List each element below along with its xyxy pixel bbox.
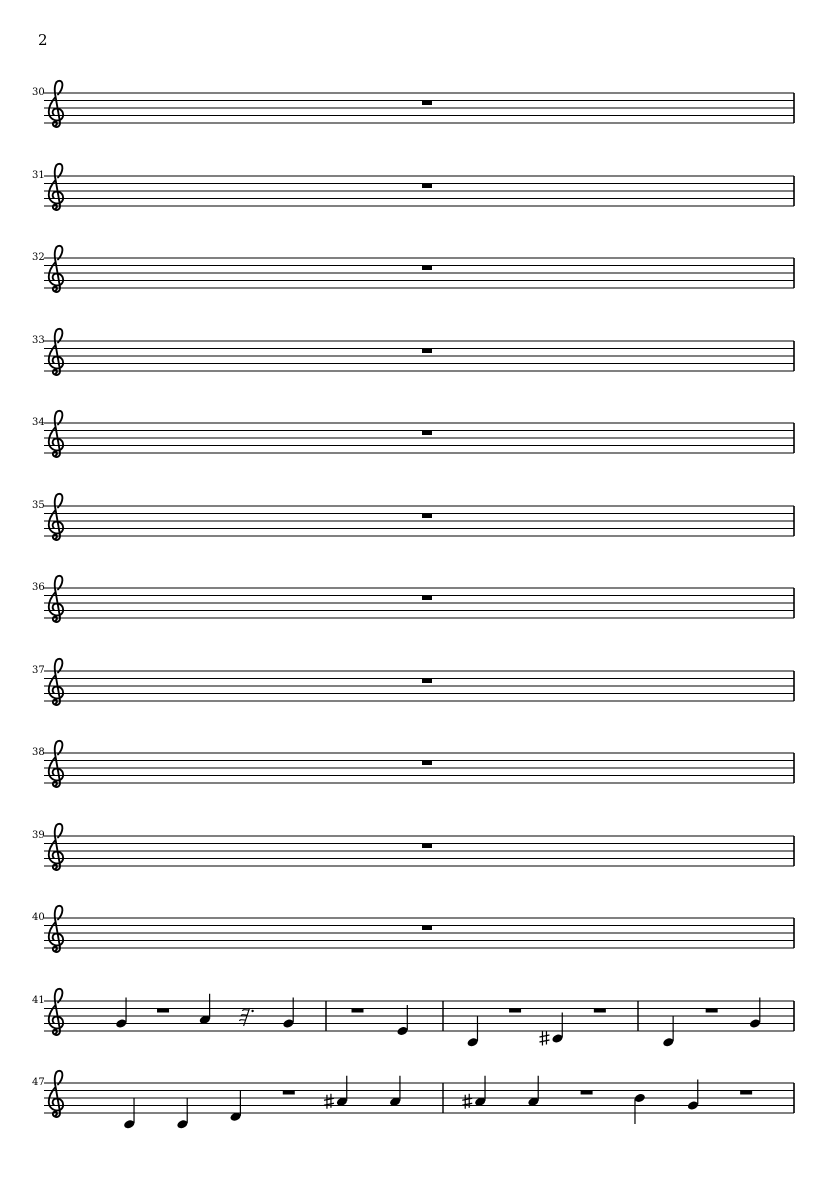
staff-system: [32, 576, 794, 622]
page-number: 2: [38, 31, 48, 49]
full-measure-rest: [422, 926, 432, 931]
treble-clef-icon: [49, 246, 63, 292]
measure-number: 33: [32, 335, 45, 346]
staff-system: [32, 411, 794, 457]
measure-number: 38: [32, 747, 45, 758]
measure-number: 39: [32, 830, 45, 841]
full-measure-rest: [422, 431, 432, 436]
measure-number: 32: [32, 252, 45, 263]
staff-system: [32, 824, 794, 870]
measure-number: 31: [32, 170, 45, 181]
measure-number: 36: [32, 582, 45, 593]
rest-dot: [251, 1010, 253, 1012]
treble-clef-icon: [49, 1071, 63, 1117]
staff-system: [32, 494, 794, 540]
full-measure-rest: [422, 349, 432, 354]
rest: [509, 1009, 521, 1013]
treble-clef-icon: [49, 81, 63, 127]
full-measure-rest: [422, 679, 432, 684]
treble-clef-icon: [49, 494, 63, 540]
staff-system: [32, 81, 794, 127]
treble-clef-icon: [49, 411, 63, 457]
treble-clef-icon: [49, 659, 63, 705]
sharp-accidental: [539, 1031, 549, 1046]
treble-clef-icon: [49, 906, 63, 952]
measure-number: 30: [32, 87, 45, 98]
treble-clef-icon: [49, 824, 63, 870]
measure-number: 37: [32, 665, 45, 676]
measure-number: 35: [32, 500, 45, 511]
full-measure-rest: [422, 761, 432, 766]
measure-number: 40: [32, 912, 45, 923]
staff-system: [32, 1071, 794, 1130]
staff-system: [32, 741, 794, 787]
rest: [740, 1091, 752, 1095]
staff-system: [32, 659, 794, 705]
rest: [283, 1091, 295, 1095]
staff-system: [32, 329, 794, 375]
staff-system: [32, 989, 794, 1048]
full-measure-rest: [422, 101, 432, 106]
treble-clef-icon: [49, 576, 63, 622]
measure-number: 41: [32, 995, 45, 1006]
staff-system: [32, 246, 794, 292]
rest: [706, 1009, 718, 1013]
treble-clef-icon: [49, 989, 63, 1035]
full-measure-rest: [422, 844, 432, 849]
full-measure-rest: [422, 514, 432, 519]
treble-clef-icon: [49, 329, 63, 375]
full-measure-rest: [422, 596, 432, 601]
treble-clef-icon: [49, 741, 63, 787]
sharp-accidental: [324, 1094, 334, 1109]
staff-system: [32, 164, 794, 210]
measure-number: 34: [32, 417, 45, 428]
staff-system: [32, 906, 794, 952]
rest: [594, 1009, 606, 1013]
rest: [157, 1009, 169, 1013]
full-measure-rest: [422, 184, 432, 189]
rest: [581, 1091, 593, 1095]
measure-number: 47: [32, 1077, 45, 1088]
treble-clef-icon: [49, 164, 63, 210]
rest: [352, 1009, 364, 1013]
full-measure-rest: [422, 266, 432, 271]
sharp-accidental: [462, 1094, 472, 1109]
